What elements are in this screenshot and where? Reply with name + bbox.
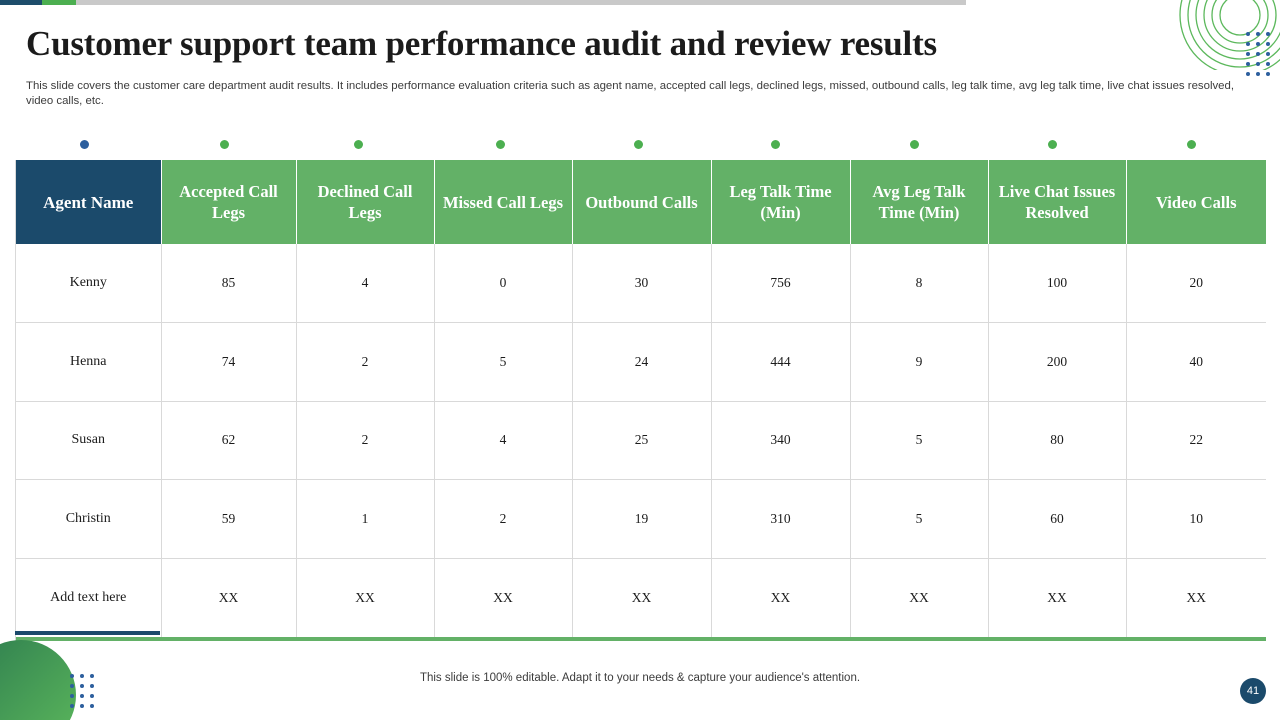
cell-accepted-call-legs: 59 (161, 480, 296, 559)
column-header-live-chat-issues-resolved: Live Chat Issues Resolved (988, 160, 1126, 244)
cell-agent-name: Susan (16, 401, 161, 480)
dot-marker-5 (634, 140, 643, 149)
slide-description: This slide covers the customer care department audit results. It includes performance evaluation criteria such as agent name, accepted call legs, declined legs, missed, outbound calls, leg talk time, avg leg talk time, live chat issues resolved, video calls, etc. (26, 80, 1235, 107)
cell-declined-call-legs: 2 (296, 401, 434, 480)
cell-avg-leg-talk-time: 5 (850, 401, 988, 480)
cell-avg-leg-talk-time: 5 (850, 480, 988, 559)
accent-segment-green (42, 0, 76, 5)
cell-avg-leg-talk-time: 9 (850, 323, 988, 402)
table-bottom-accent (16, 637, 1266, 641)
cell-accepted-call-legs: 62 (161, 401, 296, 480)
cell-declined-call-legs: 4 (296, 244, 434, 323)
cell-agent-name: Henna (16, 323, 161, 402)
column-header-avg-leg-talk-time: Avg Leg Talk Time (Min) (850, 160, 988, 244)
dot-marker-8 (1048, 140, 1057, 149)
cell-outbound-calls[interactable]: XX (572, 558, 711, 637)
table-row (16, 558, 1266, 637)
dot-marker-9 (1187, 140, 1196, 149)
dot-marker-4 (496, 140, 505, 149)
cell-leg-talk-time: 310 (711, 480, 850, 559)
column-header-accepted-call-legs: Accepted Call Legs (161, 160, 296, 244)
page-title: Customer support team performance audit and review results (26, 24, 937, 63)
cell-video-calls: 10 (1126, 480, 1266, 559)
cell-video-calls[interactable]: XX (1126, 558, 1266, 637)
cell-missed-call-legs: 4 (434, 401, 572, 480)
cell-agent-name-placeholder[interactable]: Add text here (16, 558, 161, 637)
cell-leg-talk-time: 340 (711, 401, 850, 480)
table-row (16, 480, 1266, 559)
cell-accepted-call-legs: 74 (161, 323, 296, 402)
cell-live-chat-issues-resolved[interactable]: XX (988, 558, 1126, 637)
column-header-missed-call-legs: Missed Call Legs (434, 160, 572, 244)
cell-video-calls: 20 (1126, 244, 1266, 323)
cell-avg-leg-talk-time: 8 (850, 244, 988, 323)
cell-leg-talk-time[interactable]: XX (711, 558, 850, 637)
column-dot-markers (0, 140, 1280, 152)
cell-outbound-calls: 30 (572, 244, 711, 323)
column-header-leg-talk-time: Leg Talk Time (Min) (711, 160, 850, 244)
cell-missed-call-legs: 0 (434, 244, 572, 323)
cell-outbound-calls: 24 (572, 323, 711, 402)
cell-declined-call-legs[interactable]: XX (296, 558, 434, 637)
footer-note: This slide is 100% editable. Adapt it to your needs & capture your audience's attention. (419, 672, 861, 684)
dot-marker-2 (220, 140, 229, 149)
column-header-outbound-calls: Outbound Calls (572, 160, 711, 244)
table-row (16, 323, 1266, 402)
cell-live-chat-issues-resolved: 100 (988, 244, 1126, 323)
table-bottom-accent-agent (15, 631, 160, 635)
dot-marker-3 (354, 140, 363, 149)
accent-segment-blue (0, 0, 42, 5)
cell-live-chat-issues-resolved: 80 (988, 401, 1126, 480)
cell-missed-call-legs[interactable]: XX (434, 558, 572, 637)
performance-table (15, 160, 1265, 641)
cell-leg-talk-time: 756 (711, 244, 850, 323)
cell-outbound-calls: 19 (572, 480, 711, 559)
cell-outbound-calls: 25 (572, 401, 711, 480)
table-row (16, 401, 1266, 480)
table-row (16, 244, 1266, 323)
cell-live-chat-issues-resolved: 60 (988, 480, 1126, 559)
cell-declined-call-legs: 2 (296, 323, 434, 402)
cell-missed-call-legs: 2 (434, 480, 572, 559)
cell-agent-name: Christin (16, 480, 161, 559)
accent-segment-grey (76, 0, 966, 5)
column-header-video-calls: Video Calls (1126, 160, 1266, 244)
column-header-agent-name: Agent Name (16, 160, 161, 244)
table-header-row (16, 160, 1266, 244)
cell-declined-call-legs: 1 (296, 480, 434, 559)
dot-marker-6 (771, 140, 780, 149)
column-header-declined-call-legs: Declined Call Legs (296, 160, 434, 244)
cell-accepted-call-legs[interactable]: XX (161, 558, 296, 637)
cell-video-calls: 40 (1126, 323, 1266, 402)
cell-leg-talk-time: 444 (711, 323, 850, 402)
cell-live-chat-issues-resolved: 200 (988, 323, 1126, 402)
top-accent-bar (0, 0, 966, 5)
cell-accepted-call-legs: 85 (161, 244, 296, 323)
cell-video-calls: 22 (1126, 401, 1266, 480)
dot-marker-7 (910, 140, 919, 149)
dot-marker-1 (80, 140, 89, 149)
cell-avg-leg-talk-time[interactable]: XX (850, 558, 988, 637)
cell-missed-call-legs: 5 (434, 323, 572, 402)
cell-agent-name: Kenny (16, 244, 161, 323)
page-number-badge: 41 (1240, 678, 1266, 704)
